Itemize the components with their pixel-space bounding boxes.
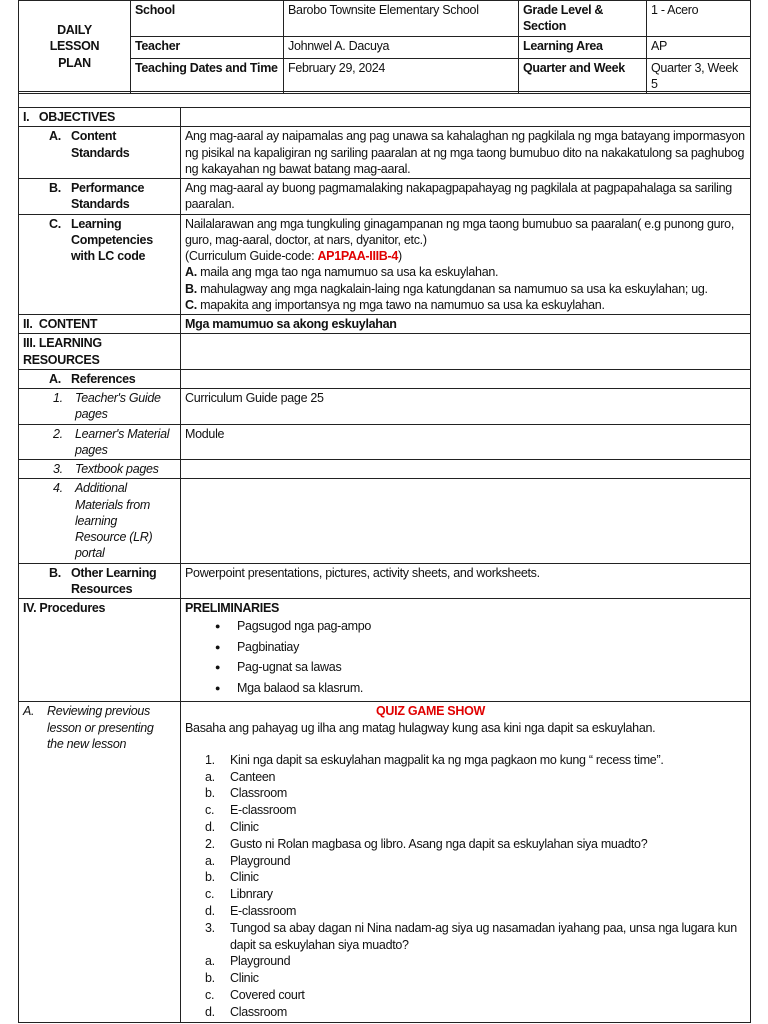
quiz-line [205,769,746,786]
references-empty [181,369,751,388]
quiz-line-text: Gusto ni Rolan magbasa og libro. Asang nga dapit sa eskuylahan siya muadto? [230,836,648,851]
quiz-line [205,869,746,886]
performance-standards-text: Ang mag-aaral ay buong pagmamalaking nakapagpapahayag ng pagkilala at pagpapahalaga sa sariling paaralan. [181,179,751,215]
learning-area-value: AP [647,36,751,58]
learning-resources-empty [181,334,751,370]
competencies-text: Nailalarawan ang mga tungkuling ginagampanan ng mga taong bumubuo sa paaralan( e.g punong guro, guro, mag-aaral, doctor, at nars, dyanitor, etc.) (Curriculum Guide-code: AP1PAA-IIIB-4) A. maila ang mga tao nga namumuo sa usa ka eskuylahan. B. mahulagway ang mga nagkalain-laing nga katungdanan sa namumuo sa usa ka eskuylahan; ug. C. mapakita ang importansya ng mga tawo na namumuo sa usa ka eskuylahan. [181,214,751,315]
list-item: ● Pag-ugnat sa lawas [215,659,746,676]
content-text: Mga mamumuo sa akong eskuylahan [181,315,751,334]
header-table [18,0,751,94]
quiz-line-text: Tungod sa abay dagan ni Nina nadam-ag siya ug nasamadan iyahang paa, unsa nga lugara kun dapit sa eskuylahan siya muadto? [230,920,737,952]
quiz-list [185,752,746,1021]
quiz-line-text: E-classroom [230,803,297,818]
school-value: Barobo Townsite Elementary School [284,1,519,37]
preliminaries-title: PRELIMINARIES [185,601,280,615]
quiz-line-text: E-classroom [230,903,297,918]
quiz-line [205,802,746,819]
quiz-line-text: Playground [230,954,291,969]
quiz-instruction: Basaha ang pahayag ug ilha ang matag hulagway kung asa kini nga dapit sa eskuylahan. [185,720,656,735]
quiz-line-number: c. [205,987,215,1002]
quiz-line-text: Clinic [230,819,259,834]
quiz-line-number: b. [205,786,215,801]
quiz-title: QUIZ GAME SHOW [376,704,485,719]
learners-material-value: Module [181,424,751,460]
learning-resources-heading: III. LEARNING RESOURCES [19,334,181,370]
quiz-line-number: 3. [205,920,215,935]
list-item: ● Mga balaod sa klasrum. [215,680,746,697]
quiz-line-number: a. [205,769,215,784]
quiz-line [205,819,746,836]
quiz-line-number: b. [205,870,215,885]
quiz-cell [181,702,751,1022]
quiz-line [205,785,746,802]
quiz-line [205,752,746,769]
learning-area-label: Learning Area [519,36,647,58]
quiz-line [205,987,746,1004]
procedures-heading: IV. Procedures [19,599,181,702]
competencies-label: C. Learning Competencies with LC code [19,214,181,315]
preliminaries-list [185,618,746,696]
teaching-dates-label: Teaching Dates and Time [131,58,284,94]
quiz-line [205,920,746,954]
quiz-line-text: Classroom [230,786,288,801]
quiz-line-text: Libnrary [230,887,273,902]
quiz-line-number: d. [205,1004,215,1019]
quiz-line-number: 2. [205,836,215,851]
teachers-guide-label: 1. Teacher's Guide pages [19,389,181,425]
quarter-week-label: Quarter and Week [519,58,647,94]
quiz-line-text: Canteen [230,769,276,784]
textbook-pages-value [181,460,751,479]
review-lesson-label: A. Reviewing previous lesson or presenting the new lesson [19,702,181,1022]
quiz-line [205,836,746,853]
list-item: ● Pagbinatiay [215,639,746,656]
quiz-line [205,903,746,920]
quiz-line [205,970,746,987]
quiz-line [205,853,746,870]
spacer-row [19,92,751,108]
quiz-line-number: c. [205,803,215,818]
references-label: A. References [19,369,181,388]
quiz-line-number: 1. [205,752,215,767]
quiz-line-number: d. [205,903,215,918]
quiz-line-number: a. [205,853,215,868]
quarter-week-value: Quarter 3, Week 5 [647,58,751,94]
content-standards-label: A. Content Standards [19,127,181,179]
quiz-line-number: b. [205,971,215,986]
quiz-line-number: d. [205,819,215,834]
other-resources-value: Powerpoint presentations, pictures, activity sheets, and worksheets. [181,563,751,599]
quiz-line-number: c. [205,887,215,902]
school-label: School [131,1,284,37]
objectives-heading: I. OBJECTIVES [19,108,181,127]
lesson-plan-title: DAILY LESSON PLAN [19,1,131,94]
lc-code: AP1PAA-IIIB-4 [317,249,399,263]
quiz-line [205,886,746,903]
teaching-dates-value: February 29, 2024 [284,58,519,94]
performance-standards-label: B. Performance Standards [19,179,181,215]
additional-materials-label: 4. Additional Materials from learning Resource (LR) portal [19,479,181,563]
grade-level-value: 1 - Acero [647,1,751,37]
grade-level-label: Grade Level & Section [519,1,647,37]
teacher-value: Johnwel A. Dacuya [284,36,519,58]
quiz-line [205,953,746,970]
objectives-empty [181,108,751,127]
quiz-line [205,1004,746,1021]
lesson-plan-table [18,91,751,1023]
teacher-label: Teacher [131,36,284,58]
quiz-line-number: a. [205,954,215,969]
content-heading: II. CONTENT [19,315,181,334]
teachers-guide-value: Curriculum Guide page 25 [181,389,751,425]
content-standards-text: Ang mag-aaral ay naipamalas ang pag unawa sa kahalaghan ng pagkilala ng mga batayang impormasyon ng pisikal na kapaligiran ng sariling paaralan at ng mga taong bumubuo dito na nakakatulong sa paghubog ng kakayahan ng bawat batang mag-aaral. [181,127,751,179]
quiz-line-text: Clinic [230,870,259,885]
quiz-line-text: Clinic [230,971,259,986]
quiz-line-text: Playground [230,853,291,868]
list-item: ● Pagsugod nga pag-ampo [215,618,746,635]
learners-material-label: 2. Learner's Material pages [19,424,181,460]
preliminaries-cell [181,599,751,702]
additional-materials-value [181,479,751,563]
quiz-line-text: Covered court [230,987,305,1002]
other-resources-label: B. Other Learning Resources [19,563,181,599]
textbook-pages-label: 3. Textbook pages [19,460,181,479]
quiz-line-text: Kini nga dapit sa eskuylahan magpalit ka ng mga pagkaon mo kung “ recess time”. [230,752,664,767]
quiz-line-text: Classroom [230,1004,288,1019]
